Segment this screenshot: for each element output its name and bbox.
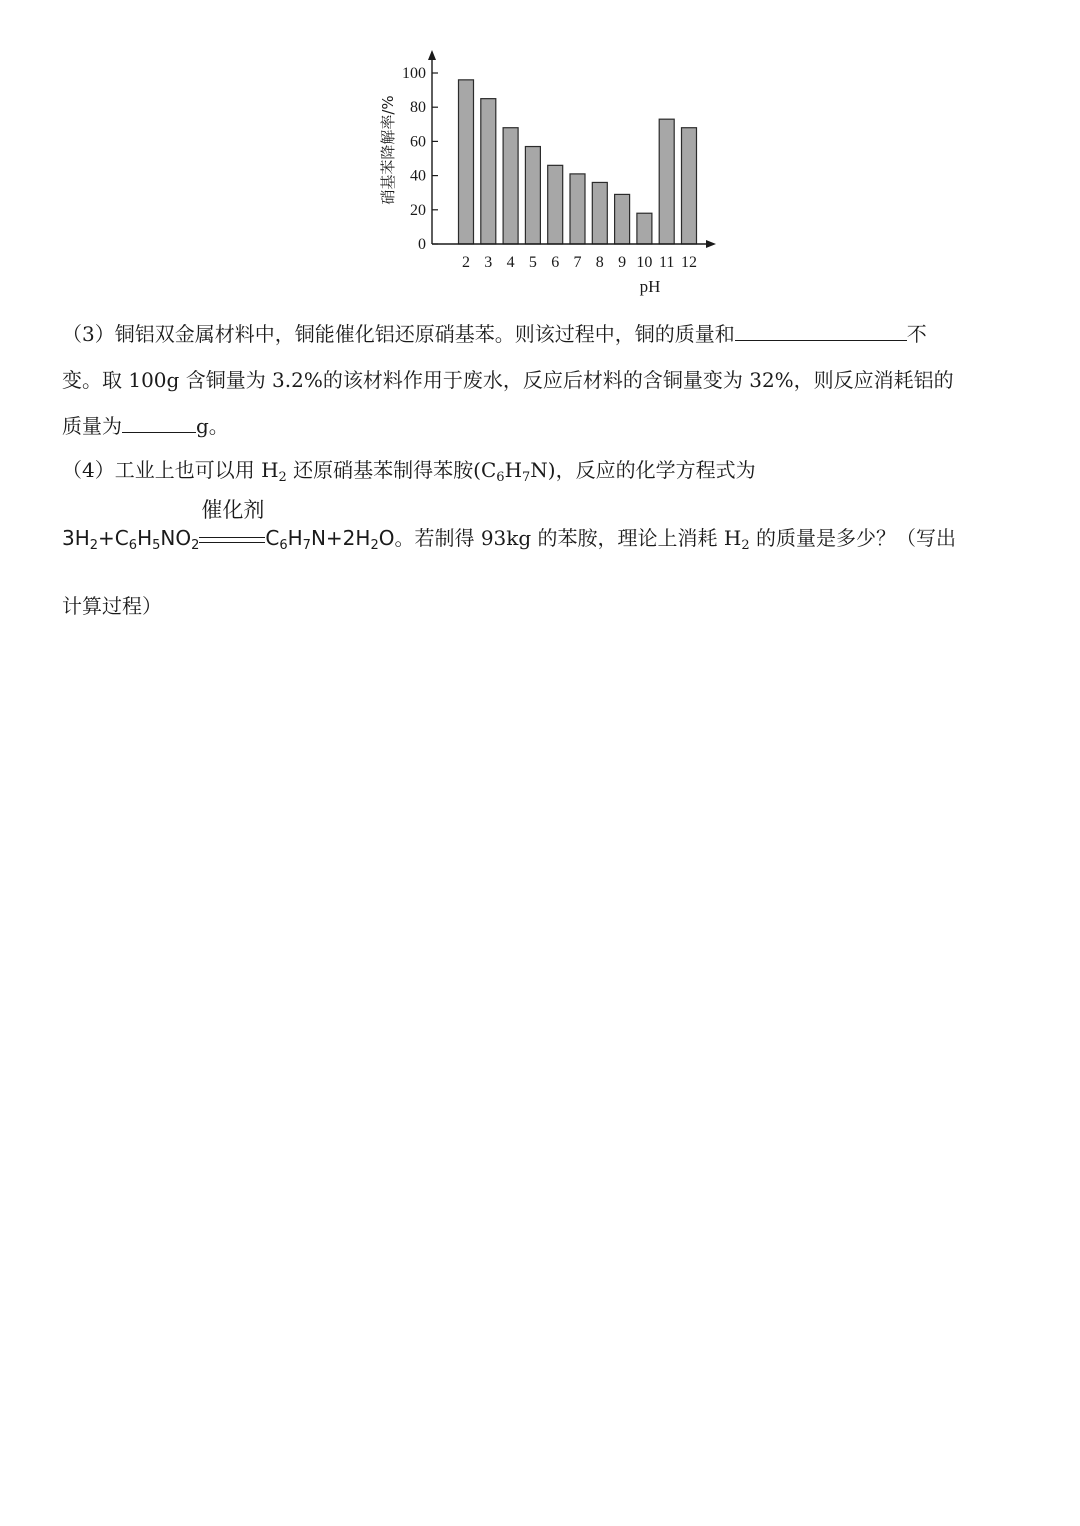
bar-ph-3: [481, 99, 496, 244]
q4-intro-text-a: （4）工业上也可以用 H: [62, 458, 279, 482]
x-tick-label: 5: [528, 254, 537, 271]
chemical-equation-line: [62, 497, 956, 553]
question-4-intro: [62, 456, 756, 484]
q4-question-text-b: 的质量是多少？（写出: [749, 526, 956, 550]
bar-ph-8: [592, 182, 607, 244]
x-tick-label: 8: [595, 254, 604, 271]
x-tick-label: 6: [551, 254, 560, 271]
question-4-last-line: [62, 592, 162, 620]
q4-sub-2: 2: [278, 470, 287, 485]
q3-text-3-start: 质量为: [62, 414, 122, 438]
question-3-line-1: [62, 320, 927, 348]
x-tick-label: 11: [658, 254, 675, 271]
q4-calc-instruction: 计算过程）: [62, 594, 162, 618]
q3-answer-blank-2[interactable]: [122, 414, 196, 433]
q3-text-1-end: 不: [906, 322, 927, 346]
question-3-line-2: [62, 366, 954, 394]
y-tick-label: 20: [410, 201, 426, 219]
q3-text-2: 变。取 100g 含铜量为 3.2%的该材料作用于废水，反应后材料的含铜量变为 32%，则反应消耗铝的: [62, 368, 954, 392]
x-tick-label: 12: [681, 254, 697, 271]
chemical-equation-products: $C_6H_7N+2H_2O$: [265, 526, 395, 553]
x-tick-label: 7: [573, 254, 582, 271]
q4-sub-7: 7: [522, 470, 531, 485]
bar-ph-11: [659, 119, 674, 244]
x-tick-label: 2: [462, 254, 470, 271]
q4-intro-text-c: H: [504, 458, 523, 482]
x-axis-label: pH: [639, 277, 661, 296]
bar-ph-10: [637, 213, 652, 244]
x-tick-label: 9: [618, 254, 627, 271]
q4-intro-text-b: 还原硝基苯制得苯胺(C: [286, 458, 497, 482]
x-tick-label: 10: [636, 254, 653, 271]
q3-text-1: （3）铜铝双金属材料中，铜能催化铝还原硝基苯。则该过程中，铜的质量和: [62, 322, 735, 346]
q4-sub-h2: 2: [741, 538, 750, 553]
y-tick-label: 40: [410, 167, 426, 185]
bar-ph-6: [548, 165, 563, 244]
question-3-line-3: [62, 412, 229, 440]
q3-answer-blank-1[interactable]: [735, 322, 907, 341]
q4-question-text: 。若制得 93kg 的苯胺，理论上消耗 H: [394, 526, 742, 550]
bar-ph-12: [682, 128, 697, 244]
bar-ph-5: [525, 147, 540, 244]
reaction-arrow: [199, 497, 265, 550]
x-axis-arrow: [706, 240, 716, 248]
y-tick-label: 100: [402, 65, 426, 82]
y-tick-label: 0: [418, 236, 426, 253]
q4-sub-6: 6: [496, 470, 505, 485]
bar-chart-svg: [360, 40, 740, 310]
bar-ph-2: [459, 80, 474, 244]
y-axis-label: 硝基苯降解率/%: [379, 95, 397, 205]
y-axis-arrow: [428, 50, 436, 60]
nitrobenzene-degradation-chart: [360, 40, 740, 310]
y-tick-label: 80: [410, 99, 426, 117]
x-tick-label: 4: [506, 254, 515, 271]
chemical-equation: $3H_2+C_6H_5NO_2$: [62, 526, 200, 553]
bar-ph-9: [615, 194, 630, 244]
bar-ph-4: [503, 128, 518, 244]
q3-text-3-end: g。: [196, 414, 229, 438]
catalyst-label: 催化剂: [201, 497, 265, 522]
x-tick-label: 3: [484, 254, 493, 271]
q4-intro-text-d: N)，反应的化学方程式为: [530, 458, 756, 482]
y-tick-label: 60: [410, 133, 426, 151]
bar-ph-7: [570, 174, 585, 244]
